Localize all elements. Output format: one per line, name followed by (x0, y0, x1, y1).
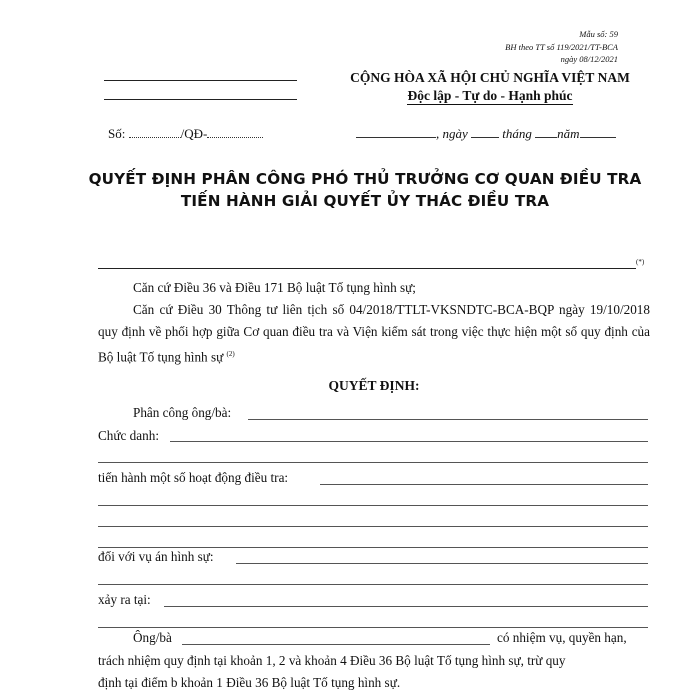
form-circular-date: ngày 08/12/2021 (560, 54, 618, 64)
document-title (60, 168, 670, 212)
basis-note-marker: (2) (226, 350, 235, 358)
month-blank (535, 137, 557, 138)
activities-blank-4 (98, 547, 648, 548)
thang-label: tháng (502, 126, 532, 141)
agency-name-line-1 (104, 80, 297, 81)
location-blank-2 (98, 627, 648, 628)
case-blank (236, 563, 648, 564)
number-blank (129, 137, 181, 138)
agency-name-line-2 (104, 99, 297, 100)
closing-tail: có nhiệm vụ, quyền hạn, (497, 630, 627, 645)
national-title: CỘNG HÒA XÃ HỘI CHỦ NGHĨA VIỆT NAM (350, 70, 630, 85)
authority-line (98, 268, 636, 269)
assign-blank (248, 419, 648, 420)
closing-line-3: định tại điểm b khoản 1 Điều 36 Bộ luật Tố tụng hình sự. (98, 675, 401, 690)
national-motto-text: Độc lập - Tự do - Hạnh phúc (407, 88, 573, 103)
position-blank (170, 441, 648, 442)
form-number: Mẫu số: 59 (579, 29, 618, 39)
title-line-1: QUYẾT ĐỊNH PHÂN CÔNG PHÓ THỦ TRƯỞNG CƠ QUAN ĐIỀU TRA (88, 170, 642, 188)
date-line (356, 126, 616, 142)
closing-line-2: trách nhiệm quy định tại khoản 1, 2 và khoản 4 Điều 36 Bộ luật Tố tụng hình sự, trừ quy (98, 653, 566, 668)
nam-label: năm (557, 126, 580, 141)
decision-heading: QUYẾT ĐỊNH: (328, 378, 420, 393)
authority-note: (*) (636, 258, 645, 266)
basis-paragraph-1: Căn cứ Điều 36 và Điều 171 Bộ luật Tố tụng hình sự; (133, 280, 416, 295)
basis-paragraph-2-text: Căn cứ Điều 30 Thông tư liên tịch số 04/2018/TTLT-VKSNDTC-BCA-BQP ngày 19/10/2018 quy định về phối hợp giữa Cơ quan điều tra và Viện kiểm sát trong việc thực hiện một số quy định của Bộ luật Tố tụng hình sự (98, 302, 650, 365)
form-circular-reference: BH theo TT số 119/2021/TT-BCA (505, 41, 618, 52)
case-label: đối với vụ án hình sự: (98, 549, 214, 564)
activities-blank-3 (98, 526, 648, 527)
basis-paragraph-2 (98, 299, 650, 368)
day-blank (471, 137, 499, 138)
ngay-label: , ngày (436, 126, 468, 141)
position-label: Chức danh: (98, 428, 159, 443)
location-blank (164, 606, 648, 607)
qd-label: /QĐ- (180, 126, 208, 141)
assign-label: Phân công ông/bà: (133, 405, 232, 420)
year-blank (580, 137, 616, 138)
activities-blank (320, 484, 648, 485)
activities-blank-2 (98, 505, 648, 506)
case-blank-2 (98, 584, 648, 585)
closing-person-label: Ông/bà (133, 630, 172, 645)
closing-person-blank (182, 644, 490, 645)
title-line-2: TIẾN HÀNH GIẢI QUYẾT ỦY THÁC ĐIỀU TRA (180, 192, 550, 210)
location-label: xảy ra tại: (98, 592, 151, 607)
position-blank-2 (98, 462, 648, 463)
form-code-block (418, 28, 618, 66)
document-number-line (108, 126, 263, 142)
place-blank (356, 137, 436, 138)
activities-label: tiến hành một số hoạt động điều tra: (98, 470, 289, 485)
so-label: Số: (108, 126, 126, 141)
agency-code-blank (207, 137, 263, 138)
national-motto (300, 88, 680, 104)
